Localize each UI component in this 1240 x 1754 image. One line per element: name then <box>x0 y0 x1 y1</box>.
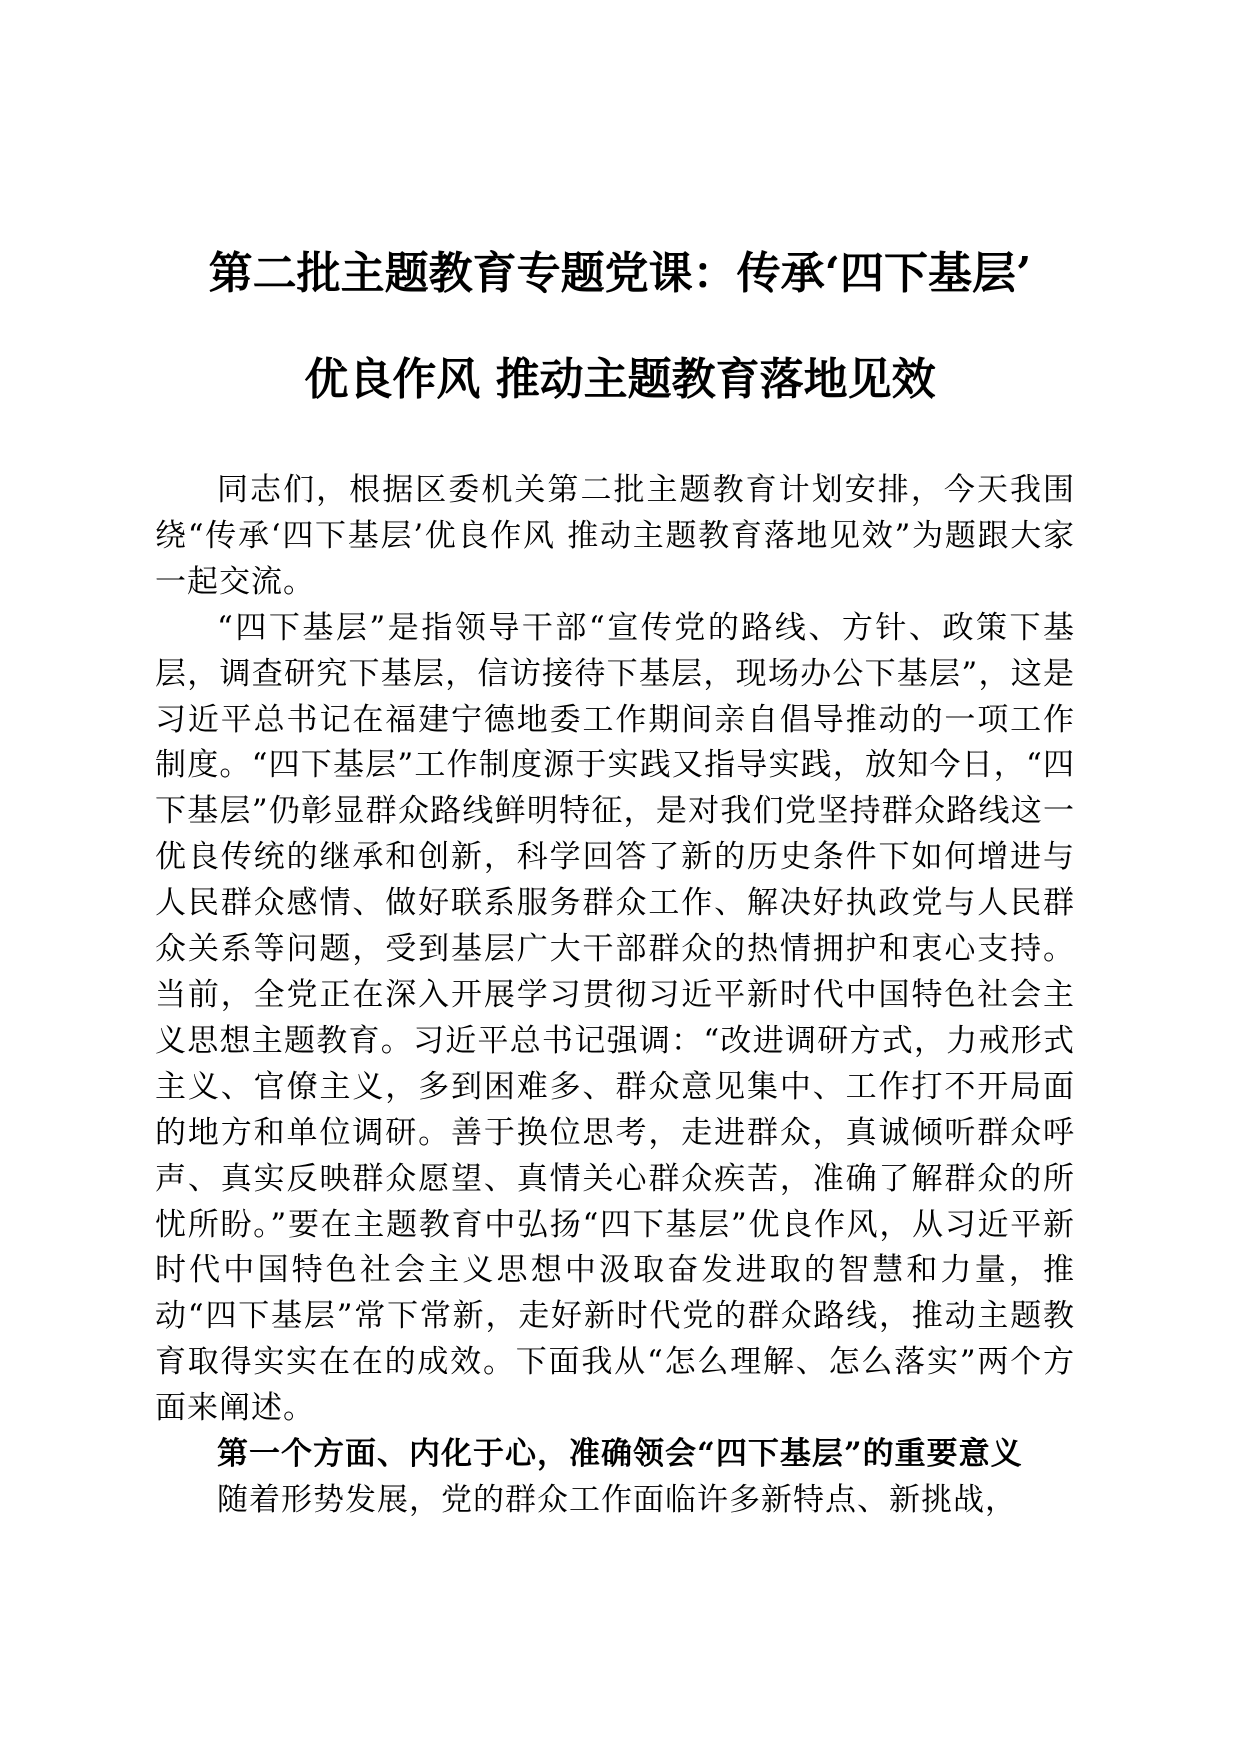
paragraph-section-start: 随着形势发展，党的群众工作面临许多新特点、新挑战， <box>217 1481 1017 1518</box>
paragraph-background: “四下基层”是指领导干部“宣传党的路线、方针、政策下基层，调查研究下基层，信访接待下基层，现场办公下基层”，这是习近平总书记在福建宁德地委工作期间亲自倡导推动的一项工作制度。“四下基层”工作制度源于实践又指导实践，放知今日，“四下基层”仍彰显群众路线鲜明特征，是对我们党坚持群众路线这一优良传统的继承和创新，科学回答了新的历史条件下如何增进与人民群众感情、做好联系服务群众工作、解决好执政党与人民群众关系等问题，受到基层广大干部群众的热情拥护和衷心支持。当前，全党正在深入开展学习贯彻习近平新时代中国特色社会主义思想主题教育。习近平总书记强调：“改进调研方式，力戒形式主义、官僚主义，多到困难多、群众意见集中、工作打不开局面的地方和单位调研。善于换位思考，走进群众，真诚倾听群众呼声、真实反映群众愿望、真情关心群众疾苦，准确了解群众的所忧所盼。”要在主题教育中弘扬“四下基层”优良作风，从习近平新时代中国特色社会主义思想中汲取奋发进取的智慧和力量，推动“四下基层”常下常新，走好新时代党的群众路线，推动主题教育取得实实在在的成效。下面我从“怎么理解、怎么落实”两个方面来阐述。 <box>155 609 1075 1427</box>
document-title-line-1: 第二批主题教育专题党课：传承‘四下基层’ <box>208 248 1032 299</box>
section-heading: 第一个方面、内化于心，准确领会“四下基层”的重要意义 <box>217 1436 1023 1473</box>
document-title-line-2: 优良作风 推动主题教育落地见效 <box>304 354 936 405</box>
paragraph-intro: 同志们，根据区委机关第二批主题教育计划安排，今天我围绕“传承‘四下基层’优良作风 推动主题教育落地见效”为题跟大家一起交流。 <box>155 472 1075 600</box>
document-body <box>155 468 1075 1524</box>
